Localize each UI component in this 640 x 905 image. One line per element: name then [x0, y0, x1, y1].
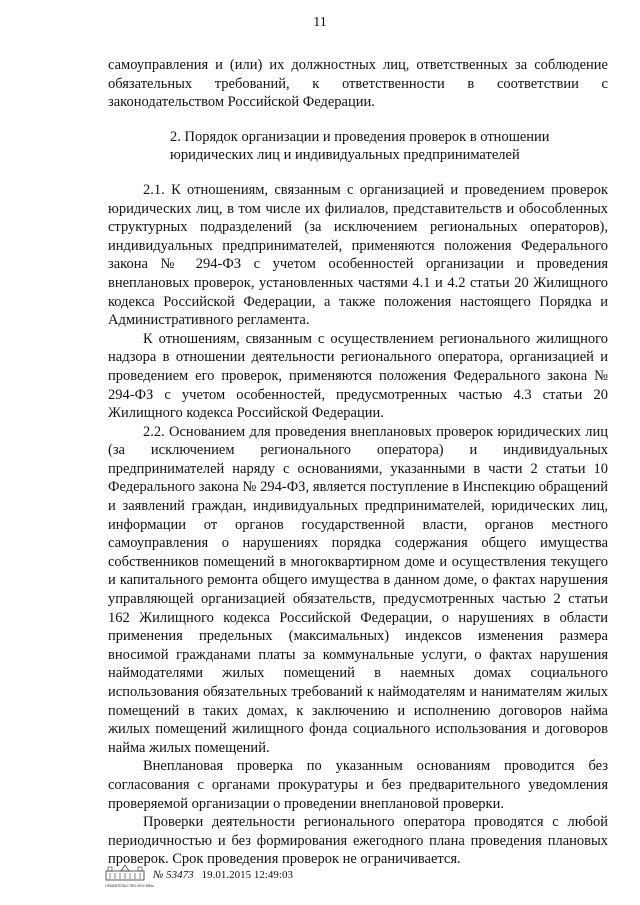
document-timestamp: 19.01.2015 12:49:03: [201, 869, 293, 881]
paragraph-periodic-inspection: Проверки деятельности регионального оператора проводятся с любой периодичностью и без формирования ежегодного плана проведения плановых проверок. Срок проведения проверок не ограничивается.: [108, 814, 608, 868]
document-body: [108, 56, 608, 869]
document-footer: [105, 863, 293, 887]
paragraph-unscheduled-inspection: Внеплановая проверка по указанным основаниям проводится без согласования с органами прокуратуры и без предварительного уведомления проверяемой организации о проведении внеплановой проверки.: [108, 758, 608, 812]
page-number: 11: [313, 15, 327, 30]
government-logo-icon: [105, 864, 154, 888]
document-number: № 53473: [153, 869, 194, 881]
section-heading: 2. Порядок организации и проведения проверок в отношении юридических лиц и индивидуальных предпринимателей: [170, 128, 550, 164]
logo-caption: ПРАВИТЕЛЬСТВО МОСКВЫ: [105, 884, 154, 888]
paragraph-continuation: самоуправления и (или) их должностных лиц, ответственных за соблюдение обязательных требований, к ответственности в соответствии с законодательством Российской Федерации.: [108, 57, 608, 111]
paragraph-2-1: 2.1. К отношениям, связанным с организацией и проведением проверок юридических лиц, в том числе их филиалов, представительств и обособленных структурных подразделений (за исключением региональных операторов), индивидуальных предпринимателей, применяются положения Федерального закона № 294-ФЗ с учетом особенностей организации и проведения внеплановых проверок, установленных частями 4.1 и 4.2 статьи 20 Жилищного кодекса Российской Федерации, а также положения настоящего Порядка и Административного регламента.: [108, 181, 608, 329]
paragraph-regional-operator: К отношениям, связанным с осуществлением регионального жилищного надзора в отношении деятельности регионального оператора, организацией и проведением его проверок, применяются положения Федерального закона № 294-ФЗ с учетом особенностей, предусмотренных частью 4.3 статьи 20 Жилищного кодекса Российской Федерации.: [108, 330, 608, 422]
paragraph-2-2: 2.2. Основанием для проведения внеплановых проверок юридических лиц (за исключением регионального оператора) и индивидуальных предпринимателей наряду с основаниями, указанными в части 2 статьи 10 Федерального закона № 294-ФЗ, является поступление в Инспекцию обращений и заявлений граждан, индивидуальных предпринимателей, юридических лиц, информации от органов государственной власти, органов местного самоуправления о нарушениях порядка содержания общего имущества собственников помещений в многоквартирном доме и осуществления текущего и капитального ремонта общего имущества в данном доме, о фактах нарушения управляющей организацией обязательств, предусмотренных частью 2 статьи 162 Жилищного кодекса Российской Федерации, о нарушениях в области применения предельных (максимальных) индексов изменения размера вносимой гражданами платы за коммунальные услуги, о фактах нарушения наймодателями жилых помещений в наемных домах социального использования обязательных требований к наймодателям и нанимателям жилых помещений в таких домах, к заключению и исполнению договоров найма жилых помещений жилищного фонда социального использования и договоров найма жилых помещений.: [108, 423, 608, 756]
